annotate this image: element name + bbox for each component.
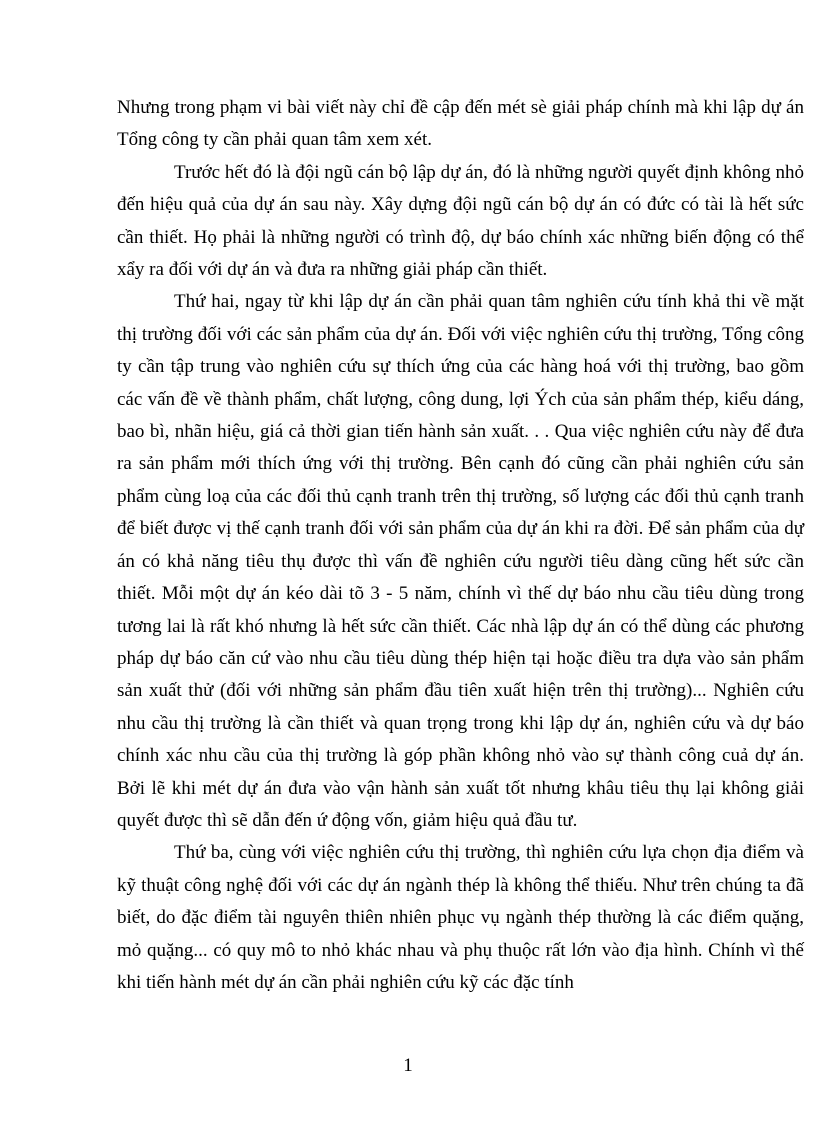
paragraph-location-technology: Thứ ba, cùng với việc nghiên cứu thị trường, thì nghiên cứu lựa chọn địa điểm và kỹ thuật công nghệ đối với các dự án ngành thép là không thể thiếu. Như trên chúng ta đã biết, do đặc điểm tài nguyên thiên nhiên phục vụ ngành thép thường là các điểm quặng, mỏ quặng... có quy mô to nhỏ khác nhau và phụ thuộc rất lớn vào địa hình. Chính vì thế khi tiến hành mét dự án cần phải nghiên cứu kỹ các đặc tính: [117, 842, 804, 993]
paragraph-market-research: Thứ hai, ngay từ khi lập dự án cần phải quan tâm nghiên cứu tính khả thi về mặt thị trường đối với các sản phẩm của dự án. Đối với việc nghiên cứu thị trường, Tổng công ty cần tập trung vào nghiên cứu sự thích ứng của các hàng hoá với thị trường, bao gồm các vấn đề về thành phẩm, chất lượng, công dung, lợi Ých của sản phẩm thép, kiểu dáng, bao bì, nhãn hiệu, giá cả thời gian tiến hành sản xuất. . . Qua việc nghiên cứu này để đưa ra sản phẩm mới thích ứng với thị trường. Bên cạnh đó cũng cần phải nghiên cứu sản phẩm cùng loạ của các đối thủ cạnh tranh trên thị trường, số lượng các đối thủ cạnh tranh để biết được vị thế cạnh tranh đối với sản phẩm của dự án khi ra đời. Để sản phẩm của dự án có khả năng tiêu thụ được thì vấn đề nghiên cứu người tiêu dàng cũng hết sức cần thiết. Mỗi một dự án kéo dài tõ 3 - 5 năm, chính vì thế dự báo nhu cầu tiêu dùng trong tương lai là rất khó nhưng là hết sức cần thiết. Các nhà lập dự án có thể dùng các phương pháp dự báo căn cứ vào nhu cầu tiêu dùng thép hiện tại hoặc điều tra dựa vào sản phẩm sản xuất thử (đối với những sản phẩm đầu tiên xuất hiện trên thị trường)... Nghiên cứu nhu cầu thị trường là cần thiết và quan trọng trong khi lập dự án, nghiên cứu và dự báo chính xác nhu cầu của thị trường là góp phần không nhỏ vào sự thành công cuả dự án. Bởi lẽ khi mét dự án đưa vào vận hành sản xuất tốt nhưng khâu tiêu thụ lại không giải quyết được thì sẽ dẫn đến ứ động vốn, giảm hiệu quả đầu tư.: [117, 291, 804, 831]
page-number: 1: [403, 1055, 413, 1076]
paragraph-staff: Trước hết đó là đội ngũ cán bộ lập dự án, đó là những người quyết định không nhỏ đến hiệu quả của dự án sau này. Xây dựng đội ngũ cán bộ dự án có đức có tài là hết sức cần thiết. Họ phải là những người có trình độ, dự báo chính xác những biến động có thể xẩy ra đối với dự án và đưa ra những giải pháp cần thiết.: [117, 161, 804, 281]
document-body: [117, 92, 804, 999]
paragraph-intro: Nhưng trong phạm vi bài viết này chỉ đề cập đến mét sè giải pháp chính mà khi lập dự án Tổng công ty cần phải quan tâm xem xét.: [117, 97, 804, 151]
